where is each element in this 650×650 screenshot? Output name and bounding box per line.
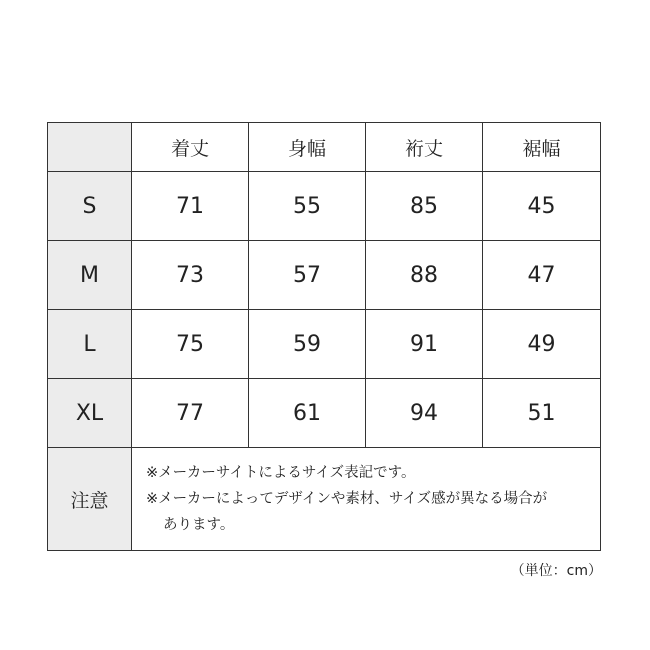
table-row <box>48 241 601 310</box>
table-cell: 49 <box>483 310 601 379</box>
table-cell: 94 <box>366 379 483 448</box>
table-row <box>48 172 601 241</box>
size-chart-table <box>47 122 601 551</box>
size-label-cell: M <box>48 241 132 310</box>
notes-row <box>48 448 601 551</box>
header-length: 着丈 <box>132 123 249 172</box>
header-corner-cell <box>48 123 132 172</box>
table-cell: 77 <box>132 379 249 448</box>
table-cell: 61 <box>249 379 366 448</box>
header-hem-width: 裾幅 <box>483 123 601 172</box>
notes-label-cell: 注意 <box>48 448 132 551</box>
notes-cell <box>132 448 601 551</box>
size-label-cell: XL <box>48 379 132 448</box>
note-line: ※メーカーサイトによるサイズ表記です。 <box>146 465 416 481</box>
table-cell: 59 <box>249 310 366 379</box>
header-sleeve-length: 裄丈 <box>366 123 483 172</box>
note-line-continuation: あります。 <box>163 517 235 533</box>
table-cell: 91 <box>366 310 483 379</box>
table-cell: 47 <box>483 241 601 310</box>
note-line: ※メーカーによってデザインや素材、サイズ感が異なる場合が <box>146 491 548 507</box>
table-cell: 51 <box>483 379 601 448</box>
table-cell: 55 <box>249 172 366 241</box>
table-cell: 57 <box>249 241 366 310</box>
table-row <box>48 379 601 448</box>
size-label-cell: L <box>48 310 132 379</box>
table-cell: 73 <box>132 241 249 310</box>
table-cell: 45 <box>483 172 601 241</box>
size-label-cell: S <box>48 172 132 241</box>
header-row <box>48 123 601 172</box>
table-cell: 88 <box>366 241 483 310</box>
unit-note: （単位：cm） <box>510 563 602 579</box>
table-row <box>48 310 601 379</box>
table-cell: 85 <box>366 172 483 241</box>
table-cell: 75 <box>132 310 249 379</box>
header-chest-width: 身幅 <box>249 123 366 172</box>
table-cell: 71 <box>132 172 249 241</box>
